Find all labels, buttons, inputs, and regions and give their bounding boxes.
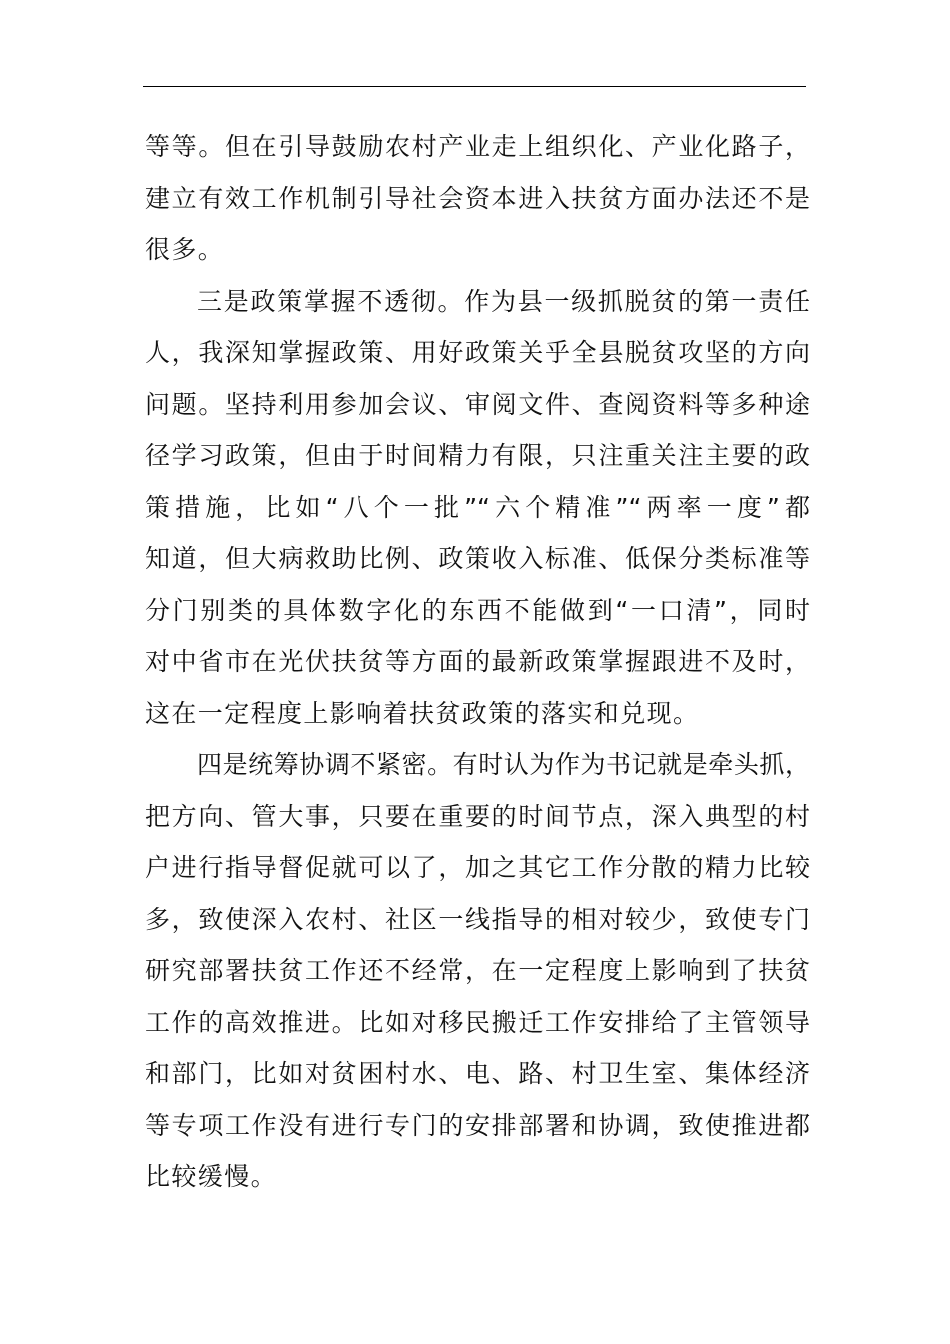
text-line: 等专项工作没有进行专门的安排部署和协调，致使推进都 <box>145 1110 810 1140</box>
text-line: 和部门，比如对贫困村水、电、路、村卫生室、集体经济 <box>145 1059 810 1088</box>
text-line: 这在一定程度上影响着扶贫政策的落实和兑现。 <box>145 698 700 728</box>
text-line: 等等。但在引导鼓励农村产业走上组织化、产业化路子， <box>145 132 810 161</box>
text-line: 问题。坚持利用参加会议、审阅文件、查阅资料等多种途 <box>145 389 810 419</box>
text-line: 对中省市在光伏扶贫等方面的最新政策掌握跟进不及时， <box>145 647 810 676</box>
text-line: 很多。 <box>145 235 225 264</box>
text-line: 比较缓慢。 <box>145 1162 278 1191</box>
text-line: 工作的高效推进。比如对移民搬迁工作安排给了主管领导 <box>145 1007 810 1037</box>
text-line: 分门别类的具体数字化的东西不能做到“一口清”，同时 <box>145 595 810 625</box>
text-line: 策措施，比如“八个一批”“六个精准”“两率一度”都 <box>145 492 810 522</box>
text-line: 建立有效工作机制引导社会资本进入扶贫方面办法还不是 <box>145 183 810 213</box>
text-line: 知道，但大病救助比例、政策收入标准、低保分类标准等 <box>145 544 810 573</box>
text-line: 多，致使深入农村、社区一线指导的相对较少，致使专门 <box>145 904 810 934</box>
text-line: 人，我深知掌握政策、用好政策关乎全县脱贫攻坚的方向 <box>145 338 810 367</box>
text-line: 户进行指导督促就可以了，加之其它工作分散的精力比较 <box>145 853 810 882</box>
paragraph-heading-line: 四是统筹协调不紧密。有时认为作为书记就是牵头抓， <box>197 750 810 779</box>
text-line: 研究部署扶贫工作还不经常，在一定程度上影响到了扶贫 <box>145 956 810 985</box>
header-rule <box>143 86 806 87</box>
text-line: 径学习政策，但由于时间精力有限，只注重关注主要的政 <box>145 441 810 470</box>
text-line: 把方向、管大事，只要在重要的时间节点，深入典型的村 <box>145 801 810 831</box>
paragraph-heading-line: 三是政策掌握不透彻。作为县一级抓脱贫的第一责任 <box>197 286 810 316</box>
body-text <box>145 127 810 1209</box>
